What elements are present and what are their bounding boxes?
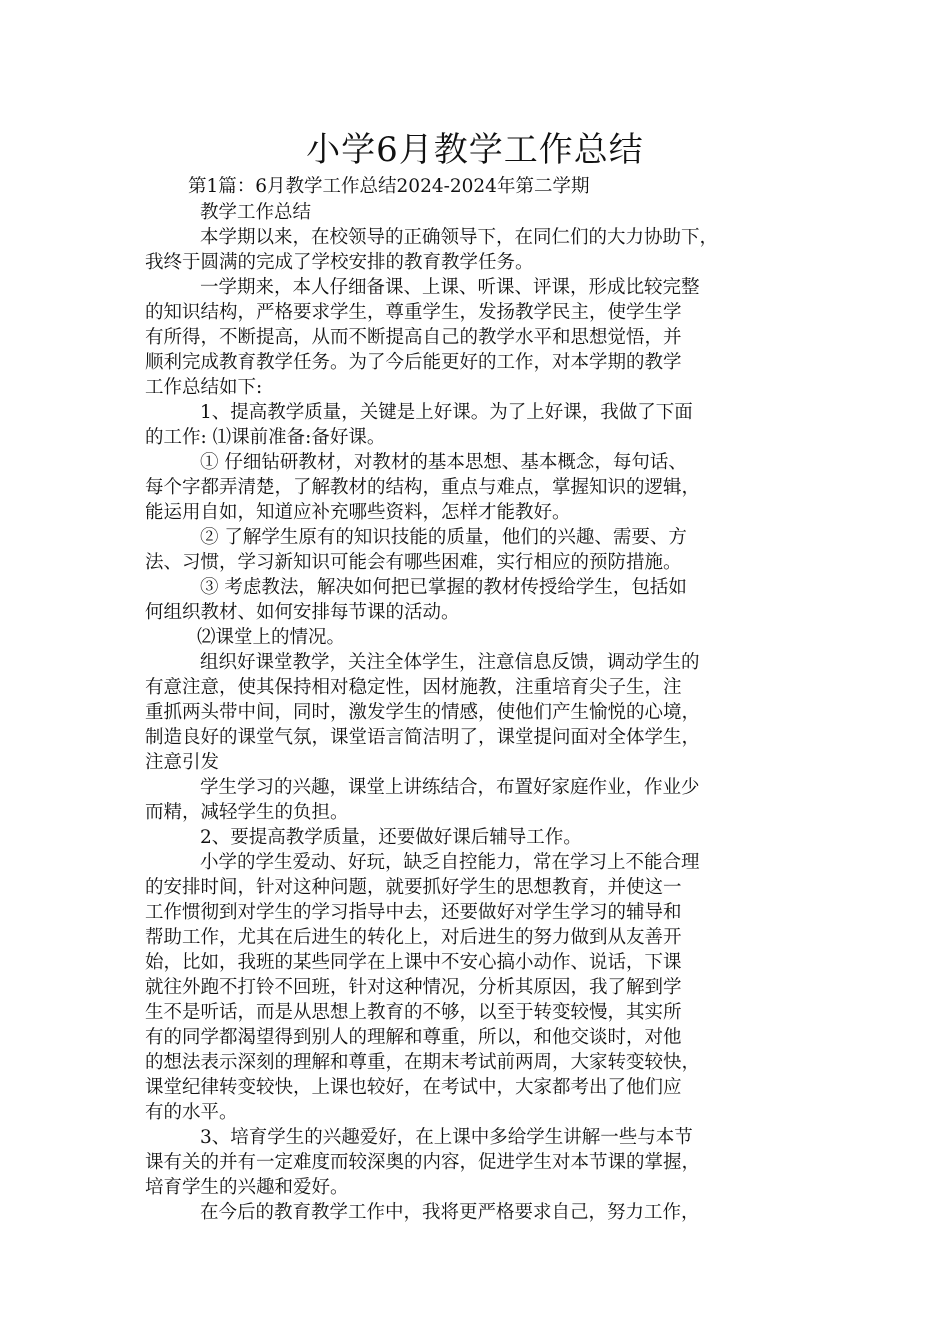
document-title: 小学6月教学工作总结 [306,130,644,170]
paragraph-line: 有意注意，使其保持相对稳定性，因材施教，注重培育尖子生，注 [145,677,682,698]
paragraph-line: 2、要提高教学质量，还要做好课后辅导工作。 [200,827,582,848]
paragraph-line: 小学的学生爱动、好玩，缺乏自控能力，常在学习上不能合理 [200,852,700,873]
paragraph-line: 有的水平。 [145,1102,238,1123]
paragraph-line: 而精，减轻学生的负担。 [145,802,349,823]
paragraph-line: 每个字都弄清楚，了解教材的结构，重点与难点，掌握知识的逻辑， [145,477,701,498]
paragraph-line: ② 了解学生原有的知识技能的质量，他们的兴趣、需要、方 [200,527,687,548]
paragraph-line: 帮助工作，尤其在后进生的转化上，对后进生的努力做到从友善开 [145,927,682,948]
paragraph-line: 在今后的教育教学工作中，我将更严格要求自己，努力工作， [200,1202,700,1223]
paragraph-line: 始，比如，我班的某些同学在上课中不安心搞小动作、说话，下课 [145,952,682,973]
paragraph-line: 组织好课堂教学，关注全体学生，注意信息反馈，调动学生的 [200,652,700,673]
paragraph-line: 教学工作总结 [200,202,312,223]
paragraph-line: 的知识结构，严格要求学生，尊重学生，发扬教学民主，使学生学 [145,302,682,323]
paragraph-line: 何组织教材、如何安排每节课的活动。 [145,602,460,623]
paragraph-line: 注意引发 [145,752,220,773]
paragraph-line: 本学期以来，在校领导的正确领导下，在同仁们的大力协助下， [200,227,719,248]
paragraph-line: 重抓两头带中间，同时，激发学生的情感，使他们产生愉悦的心境， [145,702,701,723]
paragraph-line: ① 仔细钻研教材，对教材的基本思想、基本概念，每句话、 [200,452,687,473]
paragraph-line: 能运用自如，知道应补充哪些资料，怎样才能教好。 [145,502,571,523]
paragraph-line: 生不是听话，而是从思想上教育的不够，以至于转变较慢，其实所 [145,1002,682,1023]
paragraph-line: 我终于圆满的完成了学校安排的教育教学任务。 [145,252,534,273]
paragraph-line: 有所得，不断提高，从而不断提高自己的教学水平和思想觉悟，并 [145,327,682,348]
paragraph-line: 工作总结如下: [145,377,263,398]
paragraph-line: 就往外跑不打铃不回班，针对这种情况，分析其原因，我了解到学 [145,977,682,998]
paragraph-line: 制造良好的课堂气氛，课堂语言简洁明了，课堂提问面对全体学生， [145,727,701,748]
paragraph-line: 3、培育学生的兴趣爱好，在上课中多给学生讲解一些与本节 [200,1127,693,1148]
paragraph-line: 顺利完成教育教学任务。为了今后能更好的工作，对本学期的教学 [145,352,682,373]
paragraph-line: 的想法表示深刻的理解和尊重，在期末考试前两周，大家转变较快， [145,1052,701,1073]
paragraph-line: 课堂纪律转变较快，上课也较好，在考试中，大家都考出了他们应 [145,1077,682,1098]
paragraph-line: 有的同学都渴望得到别人的理解和尊重，所以，和他交谈时，对他 [145,1027,682,1048]
paragraph-line: 培育学生的兴趣和爱好。 [145,1177,349,1198]
paragraph-line: 1、提高教学质量，关键是上好课。为了上好课，我做了下面 [200,402,693,423]
paragraph-line: 的工作: ⑴课前准备:备好课。 [145,427,386,448]
document-subtitle: 第1篇：6月教学工作总结2024-2024年第二学期 [188,176,590,197]
paragraph-line: ⑵课堂上的情况。 [197,627,346,648]
paragraph-line: 法、习惯，学习新知识可能会有哪些困难，实行相应的预防措施。 [145,552,682,573]
paragraph-line: 学生学习的兴趣，课堂上讲练结合，布置好家庭作业，作业少 [200,777,700,798]
paragraph-line: ③ 考虑教法，解决如何把已掌握的教材传授给学生，包括如 [200,577,687,598]
paragraph-line: 一学期来，本人仔细备课、上课、听课、评课，形成比较完整 [200,277,700,298]
paragraph-line: 课有关的并有一定难度而较深奥的内容，促进学生对本节课的掌握， [145,1152,701,1173]
paragraph-line: 工作惯彻到对学生的学习指导中去，还要做好对学生学习的辅导和 [145,902,682,923]
paragraph-line: 的安排时间，针对这种问题，就要抓好学生的思想教育，并使这一 [145,877,682,898]
